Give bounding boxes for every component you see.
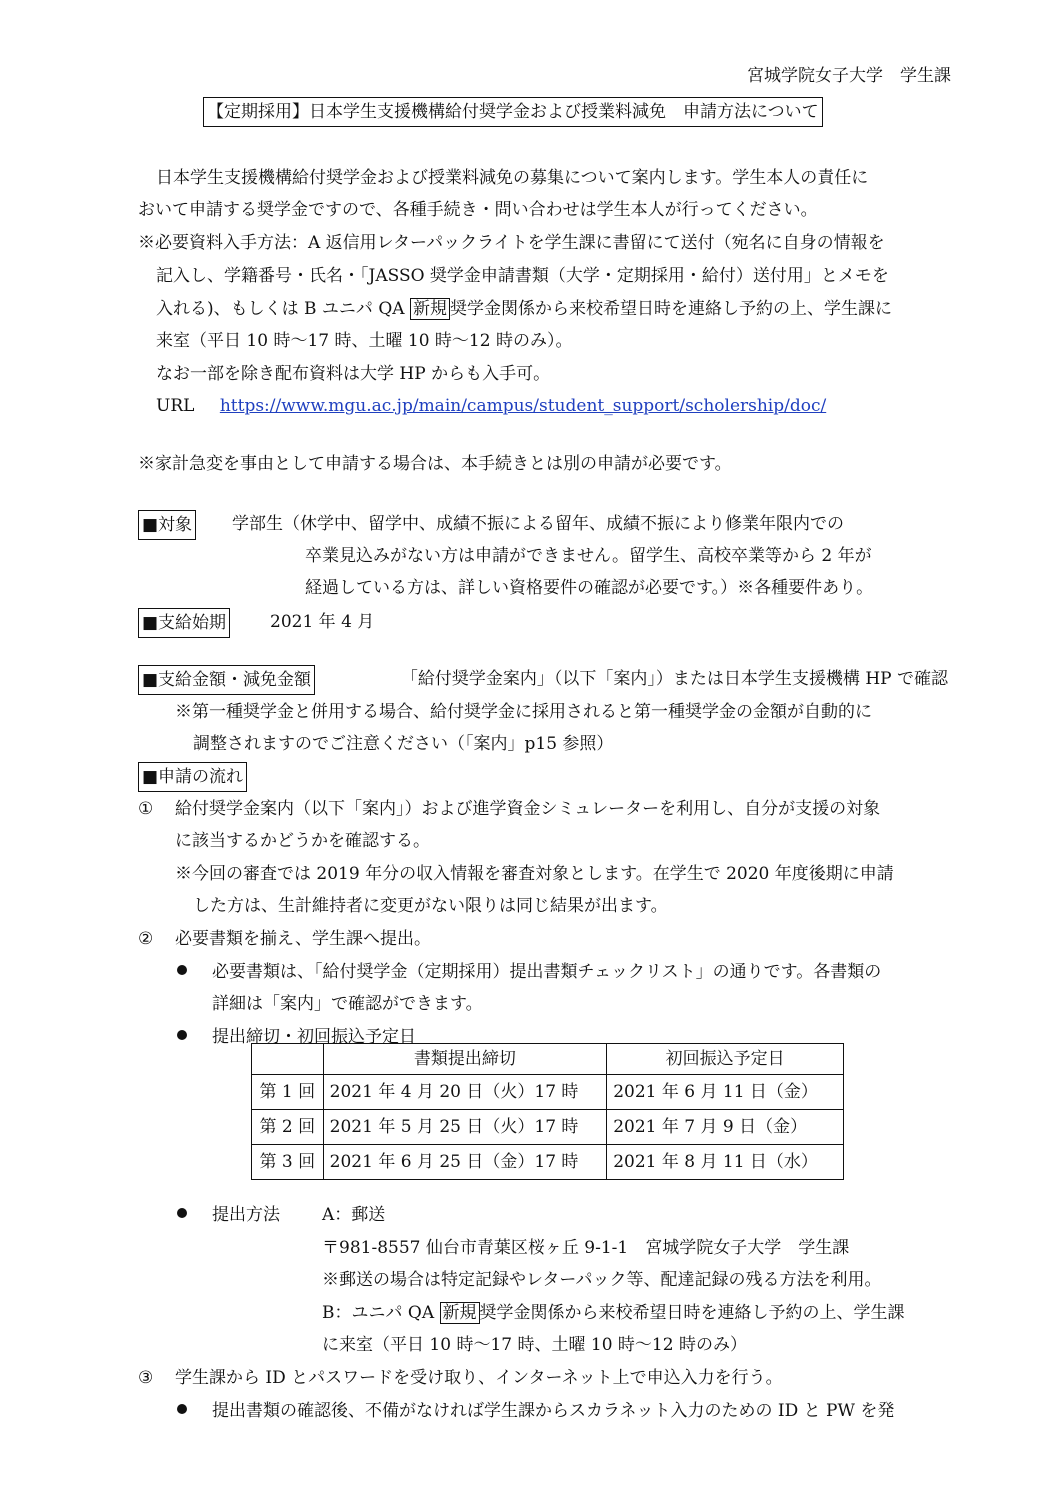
table-row bbox=[252, 1110, 844, 1145]
intro-line-1: 日本学生支援機構給付奨学金および授業料減免の募集について案内します。学生本人の責任に bbox=[156, 168, 869, 188]
required-docs-line-1: 必要書類は、「給付奨学金（定期採用）提出書類チェックリスト」の通りです。各書類の bbox=[212, 962, 882, 982]
table-row bbox=[252, 1075, 844, 1110]
bullet-dot-icon bbox=[177, 1404, 187, 1414]
step-2-number: ② bbox=[138, 929, 154, 949]
target-line-3: 経過している方は、詳しい資格要件の確認が必要です。）※各種要件あり。 bbox=[305, 578, 874, 598]
target-line-1: 学部生（休学中、留学中、成績不振による留年、成績不振により修業年限内での bbox=[232, 514, 844, 534]
deadline-cell: 2021 年 4 月 20 日（火）17 時 bbox=[323, 1075, 607, 1110]
round-cell: 第 1 回 bbox=[252, 1075, 324, 1110]
mailing-address: 〒981-8557 仙台市青葉区桜ヶ丘 9-1-1 宮城学院女子大学 学生課 bbox=[322, 1238, 850, 1258]
document-title: 【定期採用】日本学生支援機構給付奨学金および授業料減免 申請方法について bbox=[203, 97, 823, 127]
url-line bbox=[156, 394, 826, 418]
materials-note-3-post: 奨学金関係から来校希望日時を連絡し予約の上、学生課に bbox=[449, 299, 892, 319]
table-header-cell bbox=[252, 1044, 324, 1075]
deadline-heading: 提出締切・初回振込予定日 bbox=[212, 1027, 416, 1047]
step-1-line-2: に該当するかどうかを確認する。 bbox=[175, 831, 430, 851]
payment-date-cell: 2021 年 6 月 11 日（金） bbox=[607, 1075, 844, 1110]
header-org: 宮城学院女子大学 学生課 bbox=[747, 66, 951, 86]
emergency-note: ※家計急変を事由として申請する場合は、本手続きとは別の申請が必要です。 bbox=[138, 454, 732, 474]
bullet-dot-icon bbox=[177, 965, 187, 975]
intro-line-2: おいて申請する奨学金ですので、各種手続き・問い合わせは学生本人が行ってください。 bbox=[138, 200, 818, 220]
submission-method-label: 提出方法 bbox=[212, 1205, 280, 1225]
table-row bbox=[252, 1145, 844, 1180]
start-value: 2021 年 4 月 bbox=[270, 612, 375, 632]
target-line-2: 卒業見込みがない方は申請ができません。留学生、高校卒業等から 2 年が bbox=[305, 546, 872, 566]
bullet-dot-icon bbox=[177, 1030, 187, 1040]
step-1-note-1: ※今回の審査では 2019 年分の収入情報を審査対象とします。在学生で 2020 年度後期に申請 bbox=[175, 864, 894, 884]
materials-note-3-pre: 入れる)、もしくは B ユニパ QA bbox=[156, 299, 410, 319]
step-3-line: 学生課から ID とパスワードを受け取り、インターネット上で申込入力を行う。 bbox=[175, 1368, 783, 1388]
flow-label: ■申請の流れ bbox=[138, 762, 247, 792]
materials-note-1: ※必要資料入手方法：A 返信用レターパックライトを学生課に書留にて送付（宛名に自身の情報を bbox=[138, 233, 885, 253]
deadline-cell: 2021 年 6 月 25 日（金）17 時 bbox=[323, 1145, 607, 1180]
amount-label: ■支給金額・減免金額 bbox=[138, 665, 315, 695]
step-1-note-2: した方は、生計維持者に変更がない限りは同じ結果が出ます。 bbox=[193, 896, 668, 916]
deadline-cell: 2021 年 5 月 25 日（火）17 時 bbox=[323, 1110, 607, 1145]
method-a: A：郵送 bbox=[322, 1205, 386, 1225]
amount-note-2: 調整されますのでご注意ください（「案内」p15 参照） bbox=[193, 734, 614, 754]
amount-value: 「給付奨学金案内」（以下「案内」）または日本学生支援機構 HP で確認 bbox=[400, 669, 948, 689]
required-docs-line-2: 詳細は「案内」で確認ができます。 bbox=[212, 994, 483, 1014]
method-b-line-2: に来室（平日 10 時～17 時、土曜 10 時～12 時のみ） bbox=[322, 1335, 747, 1355]
method-b-pre: B：ユニパ QA bbox=[322, 1303, 440, 1323]
step-1-number: ① bbox=[138, 799, 154, 819]
method-b-post: 奨学金関係から来校希望日時を連絡し予約の上、学生課 bbox=[479, 1303, 905, 1323]
round-cell: 第 2 回 bbox=[252, 1110, 324, 1145]
deadline-table bbox=[251, 1043, 844, 1180]
step-3-number: ③ bbox=[138, 1368, 154, 1388]
table-header-row bbox=[252, 1044, 844, 1075]
url-label: URL bbox=[156, 396, 195, 416]
start-label: ■支給始期 bbox=[138, 608, 230, 638]
documents-url-link[interactable]: https://www.mgu.ac.jp/main/campus/student_support/scholership/doc/ bbox=[219, 396, 827, 416]
step-1-line-1: 給付奨学金案内（以下「案内」）および進学資金シミュレーターを利用し、自分が支援の対象 bbox=[175, 799, 881, 819]
mail-note: ※郵送の場合は特定記録やレターパック等、配達記録の残る方法を利用。 bbox=[322, 1270, 882, 1290]
materials-note-2: 記入し、学籍番号・氏名・「JASSO 奨学金申請書類（大学・定期採用・給付）送付用」とメモを bbox=[156, 266, 889, 286]
materials-note-5: なお一部を除き配布資料は大学 HP からも入手可。 bbox=[156, 364, 551, 384]
bullet-dot-icon bbox=[177, 1208, 187, 1218]
new-category-box: 新規 bbox=[410, 298, 450, 320]
round-cell: 第 3 回 bbox=[252, 1145, 324, 1180]
id-issue-line: 提出書類の確認後、不備がなければ学生課からスカラネット入力のための ID と PW を発 bbox=[212, 1401, 895, 1421]
amount-note-1: ※第一種奨学金と併用する場合、給付奨学金に採用されると第一種奨学金の金額が自動的に bbox=[175, 702, 872, 722]
target-label: ■対象 bbox=[138, 510, 196, 540]
step-2-line: 必要書類を揃え、学生課へ提出。 bbox=[175, 929, 432, 949]
new-category-box: 新規 bbox=[440, 1302, 480, 1324]
table-header-cell: 初回振込予定日 bbox=[607, 1044, 844, 1075]
materials-note-4: 来室（平日 10 時～17 時、土曜 10 時～12 時のみ）。 bbox=[156, 331, 573, 351]
payment-date-cell: 2021 年 8 月 11 日（水） bbox=[607, 1145, 844, 1180]
method-b-line-1 bbox=[322, 1301, 905, 1325]
materials-note-3 bbox=[156, 297, 892, 321]
payment-date-cell: 2021 年 7 月 9 日（金） bbox=[607, 1110, 844, 1145]
table-header-cell: 書類提出締切 bbox=[323, 1044, 607, 1075]
